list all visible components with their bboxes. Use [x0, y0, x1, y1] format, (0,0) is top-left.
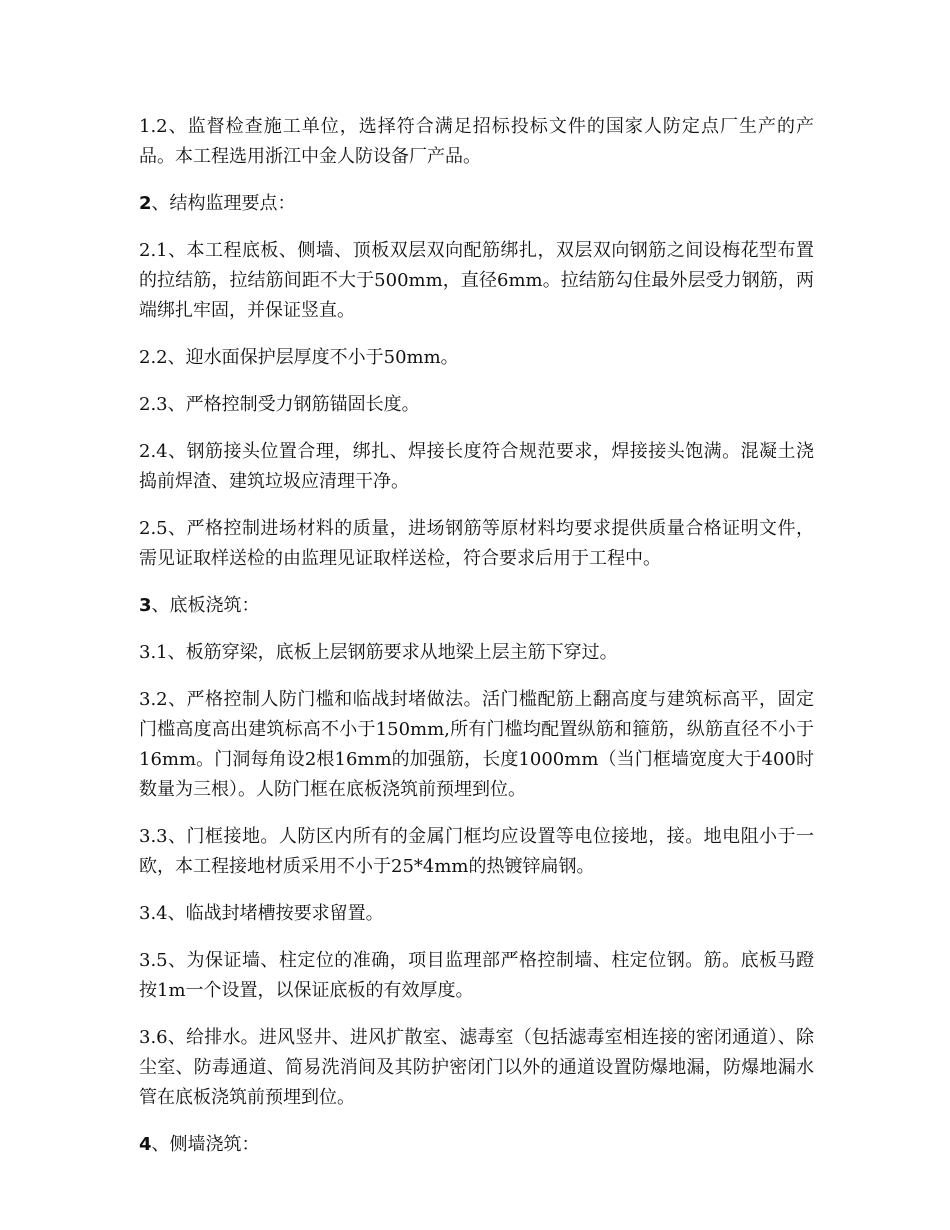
paragraph-3-3: 3.3、门框接地。人防区内所有的金属门框均应设置等电位接地，接。地电阻小于一欧，本工程接地材质采用不小于25*4mm的热镀锌扁钢。 — [139, 826, 814, 877]
section-heading-4 — [139, 1130, 814, 1160]
section-heading-3 — [139, 591, 814, 621]
paragraph-3-6: 3.6、给排水。进风竖井、进风扩散室、滤毒室（包括滤毒室相连接的密闭通道）、除尘室、防毒通道、简易洗消间及其防护密闭门以外的通道设置防爆地漏，防爆地漏水管在底板浇筑前预埋到位。 — [139, 1027, 814, 1108]
section-heading-2 — [139, 189, 814, 219]
paragraph-3-5: 3.5、为保证墙、柱定位的准确，项目监理部严格控制墙、柱定位钢。筋。底板马蹬按1m一个设置，以保证底板的有效厚度。 — [139, 950, 814, 1001]
section-number: 3 — [139, 595, 152, 616]
section-title: 、结构监理要点： — [151, 193, 296, 214]
paragraph-1-2: 1.2、监督检查施工单位，选择符合满足招标投标文件的国家人防定点厂生产的产品。本工程选用浙江中金人防设备厂产品。 — [139, 116, 814, 167]
document-body — [139, 112, 814, 1177]
paragraph-2-5: 2.5、严格控制进场材料的质量，进场钢筋等原材料均要求提供质量合格证明文件，需见证取样送检的由监理见证取样送检，符合要求后用于工程中。 — [139, 518, 814, 569]
section-title: 、底板浇筑： — [151, 595, 260, 616]
paragraph-3-2: 3.2、严格控制人防门槛和临战封堵做法。活门槛配筋上翻高度与建筑标高平，固定门槛高度高出建筑标高不小于150mm,所有门槛均配置纵筋和箍筋，纵筋直径不小于16mm。门洞每角设2根16mm的加强筋，长度1000mm（当门框墙宽度大于400时数量为三根）。人防门框在底板浇筑前预埋到位。 — [139, 689, 814, 800]
paragraph-2-3: 2.3、严格控制受力钢筋锚固长度。 — [139, 394, 420, 415]
section-number: 4 — [139, 1134, 152, 1155]
paragraph-3-4: 3.4、临战封堵槽按要求留置。 — [139, 903, 384, 924]
paragraph-3-1: 3.1、板筋穿梁，底板上层钢筋要求从地梁上层主筋下穿过。 — [139, 642, 618, 663]
paragraph-2-4: 2.4、钢筋接头位置合理，绑扎、焊接长度符合规范要求，焊接接头饱满。混凝土浇捣前焊渣、建筑垃圾应清理干净。 — [139, 441, 814, 492]
paragraph-2-2: 2.2、迎水面保护层厚度不小于50mm。 — [139, 347, 459, 368]
section-title: 、侧墙浇筑： — [151, 1134, 260, 1155]
section-number: 2 — [139, 193, 152, 214]
paragraph-2-1: 2.1、本工程底板、侧墙、顶板双层双向配筋绑扎，双层双向钢筋之间设梅花型布置的拉结筋，拉结筋间距不大于500mm，直径6mm。拉结筋勾住最外层受力钢筋，两端绑扎牢固，并保证竖直。 — [139, 240, 814, 321]
